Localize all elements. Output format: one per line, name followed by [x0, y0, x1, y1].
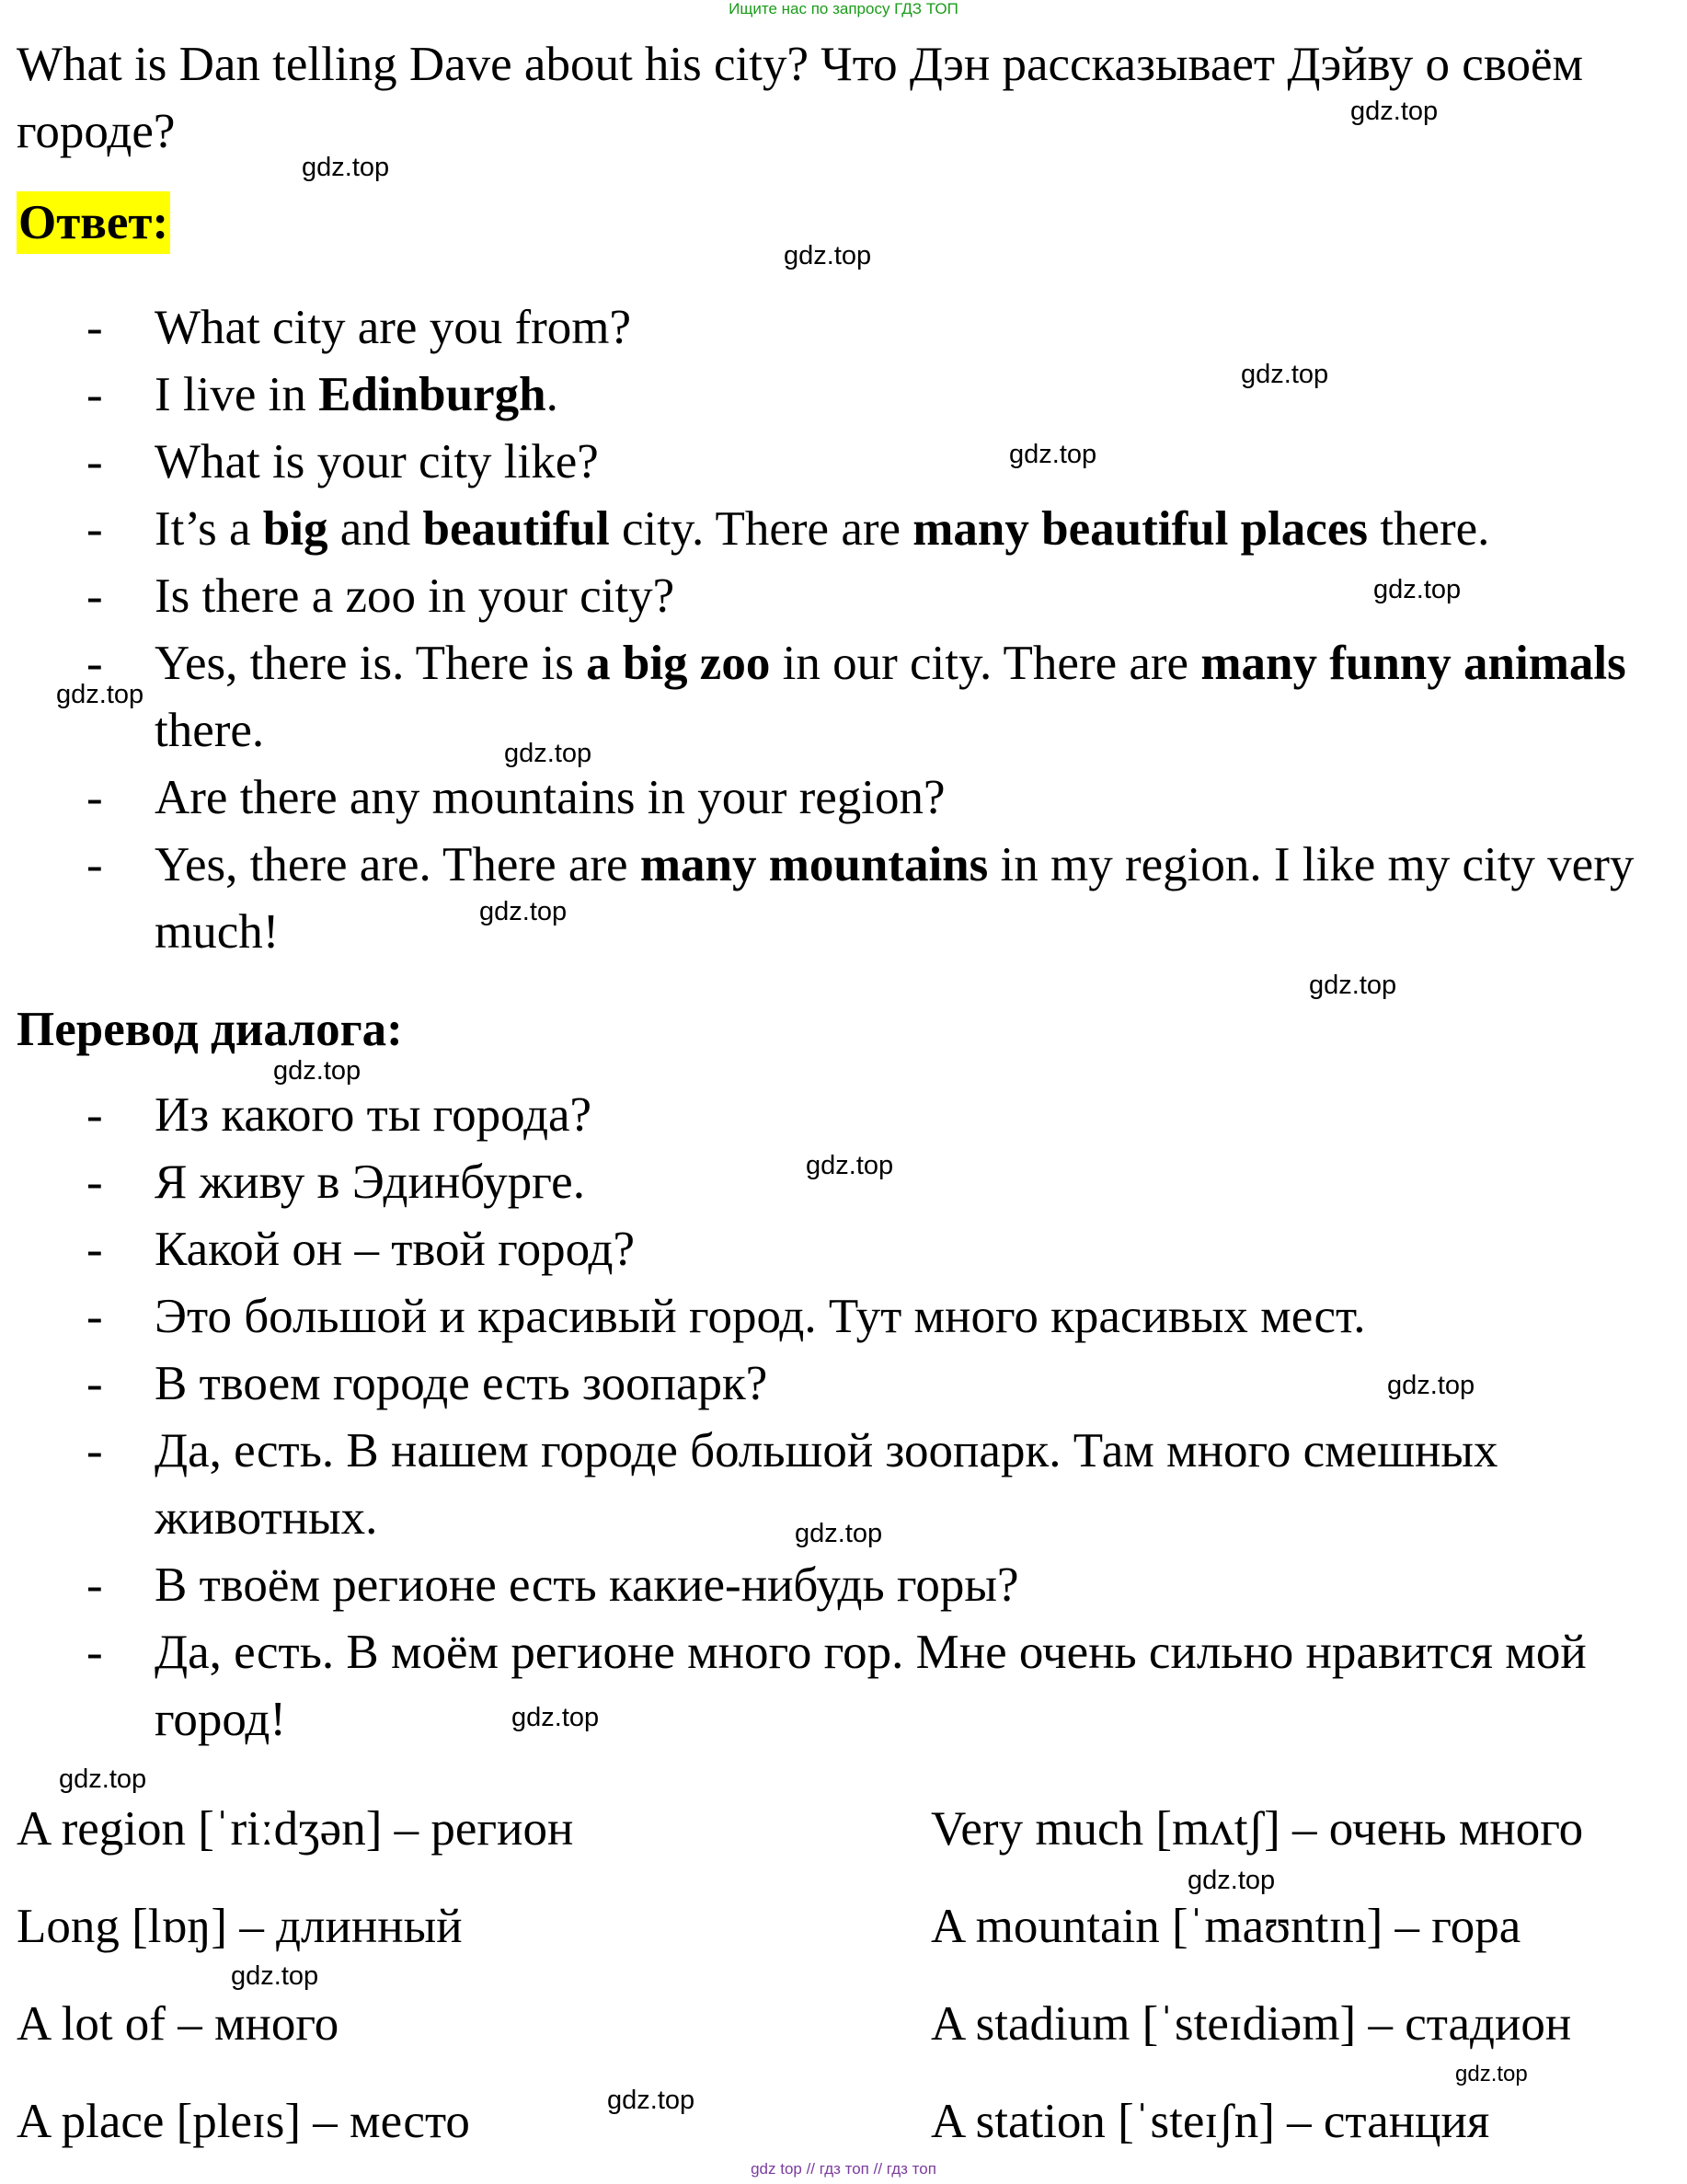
bold-phrase: many mountains	[639, 838, 989, 891]
dash-marker: -	[86, 1626, 103, 1679]
translation-label: Перевод диалога:	[17, 1003, 403, 1056]
text-run: I live in	[155, 368, 319, 421]
text-run: in my region. I like my city very much!	[155, 838, 1635, 959]
dash-marker: -	[86, 301, 103, 354]
dash-marker: -	[86, 1558, 103, 1612]
watermark: gdz.top	[806, 1151, 894, 1180]
dialogue-line	[0, 294, 1687, 362]
dash-marker: -	[86, 838, 103, 891]
text-run: in our city. There are	[770, 637, 1201, 690]
watermark: gdz.top	[56, 680, 144, 709]
watermark: gdz.top	[504, 739, 592, 768]
vocab-item: A stadium [ˈsteɪdiəm] – стадион	[931, 1997, 1572, 2051]
dash-marker: -	[86, 1088, 103, 1142]
text-run: Это большой и красивый город. Тут много красивых мест.	[155, 1290, 1366, 1343]
watermark: gdz.top	[1373, 575, 1462, 604]
text-run: What city are you from?	[155, 301, 631, 354]
dialogue-line	[0, 496, 1687, 563]
dash-marker: -	[86, 1290, 103, 1343]
text-run: there.	[1367, 502, 1490, 556]
text-run: Is there a zoo in your city?	[155, 569, 675, 623]
vocab-item: A region [ˈriːdʒən] – регион	[17, 1802, 574, 1856]
vocab-item: Long [lɒŋ] – длинный	[17, 1900, 463, 1953]
russian-dialogue	[0, 1082, 1687, 1753]
vocab-item: A lot of – много	[17, 1997, 339, 2051]
watermark: gdz.top	[1009, 440, 1097, 469]
dialogue-line	[0, 764, 1687, 832]
header-note: Ищите нас по запросу ГДЗ ТОП	[729, 0, 958, 17]
dialogue-line	[0, 429, 1687, 496]
text-run: В твоем городе есть зоопарк?	[155, 1357, 768, 1410]
watermark: gdz.top	[479, 897, 568, 926]
text-run: It’s a	[155, 502, 263, 556]
dialogue-line	[0, 1552, 1687, 1619]
watermark: gdz.top	[302, 153, 390, 182]
dialogue-line	[0, 362, 1687, 429]
text-run: Да, есть. В моём регионе много гор. Мне очень сильно нравится мой город!	[155, 1626, 1587, 1746]
text-run: Я живу в Эдинбурге.	[155, 1155, 585, 1209]
dash-marker: -	[86, 1357, 103, 1410]
text-run: and	[327, 502, 423, 556]
dialogue-line	[0, 1619, 1687, 1753]
text-run: Are there any mountains in your region?	[155, 771, 946, 824]
text-run: Да, есть. В нашем городе большой зоопарк. Там много смешных животных.	[155, 1424, 1498, 1545]
watermark: gdz.top	[273, 1056, 362, 1086]
dash-marker: -	[86, 1223, 103, 1276]
text-run: What is your city like?	[155, 435, 599, 489]
text-run: Yes, there are. There are	[155, 838, 640, 891]
dash-marker: -	[86, 1155, 103, 1209]
dash-marker: -	[86, 637, 103, 690]
bold-phrase: big	[262, 502, 328, 556]
dialogue-line	[0, 630, 1687, 764]
dash-marker: -	[86, 435, 103, 489]
watermark: gdz.top	[795, 1519, 883, 1548]
dash-marker: -	[86, 771, 103, 824]
dialogue-line	[0, 1082, 1687, 1149]
question-text: What is Dan telling Dave about his city? Что Дэн рассказывает Дэйву о своём городе?	[17, 38, 1584, 158]
watermark: gdz.top	[607, 2086, 695, 2115]
bold-phrase: Edinburgh	[318, 368, 546, 421]
text-run: there.	[155, 704, 265, 757]
watermark: gdz.top	[1350, 97, 1439, 126]
dialogue-line	[0, 1283, 1687, 1351]
watermark: gdz.top	[59, 1764, 147, 1794]
dash-marker: -	[86, 368, 103, 421]
dash-marker: -	[86, 502, 103, 556]
vocab-item: Very much [mʌtʃ] – очень много	[931, 1802, 1584, 1856]
bold-phrase: beautiful	[422, 502, 610, 556]
footer-note: gdz top // гдз топ // гдз топ	[751, 2160, 936, 2178]
text-run: Из какого ты города?	[155, 1088, 592, 1142]
dialogue-line	[0, 1216, 1687, 1283]
watermark: gdz.top	[1309, 971, 1397, 1000]
dialogue-line	[0, 832, 1687, 966]
answer-label: Ответ:	[17, 191, 170, 254]
bold-phrase: many beautiful places	[912, 502, 1368, 556]
watermark: gdz.top	[1241, 360, 1329, 389]
watermark: gdz.top	[1387, 1371, 1475, 1400]
dash-marker: -	[86, 1424, 103, 1477]
watermark: gdz.top	[231, 1961, 319, 1991]
text-run: В твоём регионе есть какие-нибудь горы?	[155, 1558, 1019, 1612]
english-dialogue	[0, 294, 1687, 966]
vocab-item: A mountain [ˈmaʊntɪn] – гора	[931, 1900, 1521, 1953]
text-run: Какой он – твой город?	[155, 1223, 636, 1276]
watermark: gdz.top	[784, 241, 872, 270]
watermark: gdz.top	[1455, 2062, 1528, 2086]
watermark: gdz.top	[511, 1703, 600, 1732]
vocab-item: A station [ˈsteɪʃn] – станция	[931, 2095, 1490, 2148]
bold-phrase: many funny animals	[1200, 637, 1626, 690]
dash-marker: -	[86, 569, 103, 623]
bold-phrase: a big zoo	[586, 637, 771, 690]
text-run: .	[545, 368, 558, 421]
watermark: gdz.top	[1188, 1866, 1276, 1895]
text-run: Yes, there is. There is	[155, 637, 587, 690]
text-run: city. There are	[609, 502, 913, 556]
vocab-item: A place [pleɪs] – место	[17, 2095, 470, 2148]
